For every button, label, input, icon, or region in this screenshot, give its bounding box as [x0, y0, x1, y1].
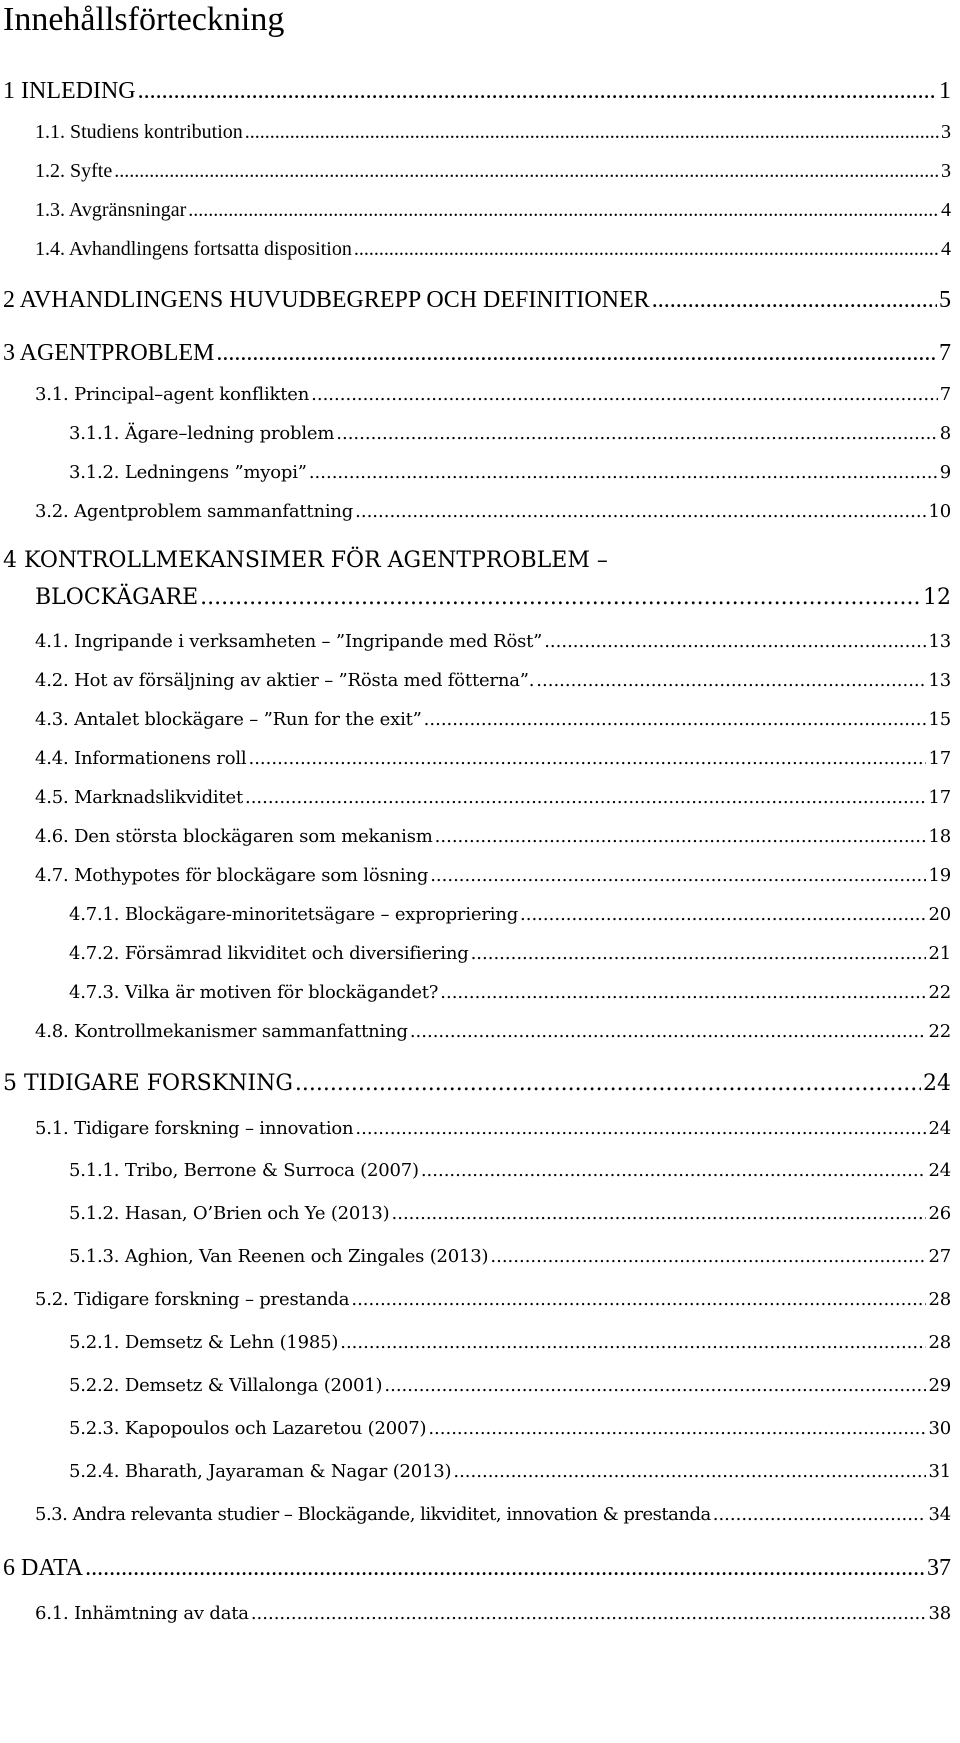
dot-leader — [435, 826, 927, 847]
toc-page-number: 22 — [928, 982, 951, 1003]
toc-page-number: 13 — [928, 631, 951, 652]
toc-entry-label: 5.2.4. Bharath, Jayaraman & Nagar (2013) — [69, 1461, 452, 1482]
toc-entry-3[interactable] — [3, 340, 951, 367]
dot-leader — [251, 1603, 927, 1624]
dot-leader — [421, 1160, 927, 1181]
toc-entry-4-heading[interactable] — [3, 548, 608, 573]
toc-entry-label: 5 TIDIGARE FORSKNING — [3, 1071, 293, 1096]
toc-entry-label: 4.7.3. Vilka är motiven för blockägandet? — [69, 982, 439, 1003]
toc-entry-label: 2 AVHANDLINGENS HUVUDBEGREPP OCH DEFINITIONER — [3, 287, 650, 313]
toc-entry-4-7[interactable] — [35, 865, 951, 886]
dot-leader — [245, 787, 927, 808]
toc-entry-5-2-4[interactable] — [69, 1461, 951, 1482]
toc-entry-label: 5.1.3. Aghion, Van Reenen och Zingales (2013) — [69, 1246, 489, 1267]
toc-entry-3-1-1[interactable] — [69, 423, 951, 444]
toc-page-number: 3 — [941, 121, 951, 143]
toc-page-number: 31 — [928, 1461, 951, 1482]
toc-page-number: 18 — [928, 826, 951, 847]
toc-entry-3-1-2[interactable] — [69, 462, 951, 483]
toc-entry-6[interactable] — [3, 1555, 951, 1582]
toc-entry-label: 4.5. Marknadslikviditet — [35, 787, 243, 808]
toc-entry-label: 4.2. Hot av försäljning av aktier – ”Rösta med fötterna”. — [35, 670, 535, 691]
toc-entry-label: 1.2. Syfte — [35, 160, 113, 182]
toc-entry-label: 4.3. Antalet blockägare – ”Run for the exit” — [35, 709, 422, 730]
toc-entry-5-1-1[interactable] — [69, 1160, 951, 1181]
toc-entry-label: 1.4. Avhandlingens fortsatta disposition — [35, 238, 352, 260]
toc-entry-4-8[interactable] — [35, 1021, 951, 1042]
dot-leader — [248, 748, 926, 769]
toc-page-number: 21 — [928, 943, 951, 964]
dot-leader — [355, 1118, 926, 1139]
dot-leader — [430, 865, 926, 886]
toc-entry-4-7-1[interactable] — [69, 904, 951, 925]
toc-entry-3-2[interactable] — [35, 501, 951, 522]
toc-entry-5-1-2[interactable] — [69, 1203, 951, 1224]
toc-page-number: 27 — [928, 1246, 951, 1267]
toc-page-number: 4 — [941, 199, 951, 221]
dot-leader — [440, 982, 926, 1003]
toc-entry-label: 3.2. Agentproblem sammanfattning — [35, 501, 354, 522]
toc-entry-4-7-2[interactable] — [69, 943, 951, 964]
toc-entry-4-4[interactable] — [35, 748, 951, 769]
dot-leader — [536, 670, 926, 691]
toc-page-number: 24 — [923, 1071, 951, 1096]
dot-leader — [340, 1332, 926, 1353]
dot-leader — [713, 1504, 927, 1525]
toc-page-number: 24 — [928, 1160, 951, 1181]
dot-leader — [520, 904, 926, 925]
toc-entry-label: 5.1. Tidigare forskning – innovation — [35, 1118, 354, 1139]
toc-page-number: 30 — [928, 1418, 951, 1439]
toc-entry-4-6[interactable] — [35, 826, 951, 847]
dot-leader — [410, 1021, 927, 1042]
dot-leader — [384, 1375, 926, 1396]
toc-page-number: 22 — [928, 1021, 951, 1042]
toc-page-number: 1 — [939, 78, 951, 104]
toc-entry-5-2-3[interactable] — [69, 1418, 951, 1439]
toc-page-number: 9 — [939, 462, 951, 483]
dot-leader — [245, 121, 939, 144]
toc-entry-label: 5.1.1. Tribo, Berrone & Surroca (2007) — [69, 1160, 419, 1181]
toc-entry-label: 4.7.1. Blockägare-minoritetsägare – expropriering — [69, 904, 519, 925]
toc-entry-label: 3 AGENTPROBLEM — [3, 340, 215, 366]
toc-entry-label: 1.1. Studiens kontribution — [35, 121, 243, 143]
toc-entry-label: 4.1. Ingripande i verksamheten – ”Ingripande med Röst” — [35, 631, 543, 652]
toc-page-number: 37 — [927, 1555, 951, 1581]
dot-leader — [200, 585, 921, 610]
toc-page-number: 7 — [939, 384, 951, 405]
toc-entry-label: 4.6. Den största blockägaren som mekanism — [35, 826, 433, 847]
toc-entry-label: 5.3. Andra relevanta studier – Blockägande, likviditet, innovation & prestanda — [35, 1504, 711, 1525]
toc-page-number: 13 — [928, 670, 951, 691]
dot-leader — [85, 1555, 925, 1582]
toc-entry-label: 4.8. Kontrollmekanismer sammanfattning — [35, 1021, 408, 1042]
toc-entry-label: 6 DATA — [3, 1555, 84, 1581]
toc-entry-1[interactable] — [3, 78, 951, 105]
dot-leader — [490, 1246, 926, 1267]
toc-page-number: 3 — [941, 160, 951, 182]
toc-page-number: 24 — [928, 1118, 951, 1139]
toc-page-number: 29 — [928, 1375, 951, 1396]
toc-entry-label: 5.2. Tidigare forskning – prestanda — [35, 1289, 350, 1310]
toc-entry-label: 1 INLEDING — [3, 78, 136, 104]
toc-entry-2[interactable] — [3, 287, 951, 314]
toc-entry-1-3[interactable] — [35, 199, 951, 222]
toc-entry-label: 5.2.2. Demsetz & Villalonga (2001) — [69, 1375, 383, 1396]
dot-leader — [216, 340, 937, 367]
toc-page-number: 4 — [941, 238, 951, 260]
toc-entry-1-2[interactable] — [35, 160, 951, 183]
dot-leader — [471, 943, 927, 964]
dot-leader — [428, 1418, 926, 1439]
toc-page-number: 28 — [928, 1332, 951, 1353]
toc-entry-5-1-3[interactable] — [69, 1246, 951, 1267]
toc-entry-label: 3.1. Principal–agent konflikten — [35, 384, 310, 405]
toc-entry-5-1[interactable] — [35, 1118, 951, 1139]
dot-leader — [336, 423, 937, 444]
dot-leader — [544, 631, 926, 652]
toc-entry-label: 4.4. Informationens roll — [35, 748, 247, 769]
toc-entry-3-1[interactable] — [35, 384, 951, 405]
dot-leader — [311, 384, 938, 405]
toc-page-number: 7 — [939, 340, 951, 366]
toc-entry-label: 5.2.3. Kapopoulos och Lazaretou (2007) — [69, 1418, 427, 1439]
toc-entry-4[interactable] — [35, 585, 951, 610]
toc-entry-label: BLOCKÄGARE — [35, 585, 199, 610]
toc-page-number: 15 — [928, 709, 951, 730]
toc-entry-6-1[interactable] — [35, 1603, 951, 1624]
dot-leader — [355, 501, 926, 522]
dot-leader — [138, 78, 937, 105]
toc-page-number: 10 — [928, 501, 951, 522]
toc-entry-label: 1.3. Avgränsningar — [35, 199, 187, 221]
toc-entry-label: 4.7.2. Försämrad likviditet och diversifiering — [69, 943, 469, 964]
dot-leader — [652, 287, 937, 314]
dot-leader — [424, 709, 927, 730]
toc-entry-label: 4 KONTROLLMEKANSIMER FÖR AGENTPROBLEM – — [3, 548, 608, 573]
toc-entry-4-3[interactable] — [35, 709, 951, 730]
toc-entry-4-7-3[interactable] — [69, 982, 951, 1003]
dot-leader — [392, 1203, 927, 1224]
toc-entry-1-1[interactable] — [35, 121, 951, 144]
toc-entry-5[interactable] — [3, 1071, 951, 1096]
dot-leader — [354, 238, 939, 261]
page-title: Innehållsförteckning — [3, 1, 285, 38]
dot-leader — [453, 1461, 926, 1482]
dot-leader — [188, 199, 939, 222]
toc-page-number: 38 — [928, 1603, 951, 1624]
toc-entry-4-5[interactable] — [35, 787, 951, 808]
dot-leader — [295, 1071, 921, 1096]
toc-entry-4-1[interactable] — [35, 631, 951, 652]
toc-page-number: 17 — [928, 748, 951, 769]
toc-entry-5-3[interactable] — [35, 1504, 951, 1525]
toc-page-number: 34 — [928, 1504, 951, 1525]
toc-entry-label: 5.1.2. Hasan, O’Brien och Ye (2013) — [69, 1203, 390, 1224]
toc-page-number: 12 — [923, 585, 951, 610]
toc-entry-label: 4.7. Mothypotes för blockägare som lösning — [35, 865, 429, 886]
toc-page-number: 19 — [928, 865, 951, 886]
toc-entry-label: 6.1. Inhämtning av data — [35, 1603, 249, 1624]
toc-page-number: 20 — [928, 904, 951, 925]
toc-entry-1-4[interactable] — [35, 238, 951, 261]
toc-entry-4-2[interactable] — [35, 670, 951, 691]
toc-page-number: 8 — [939, 423, 951, 444]
toc-entry-5-2-2[interactable] — [69, 1375, 951, 1396]
toc-page-number: 28 — [928, 1289, 951, 1310]
toc-page-number: 17 — [928, 787, 951, 808]
toc-entry-label: 3.1.1. Ägare–ledning problem — [69, 423, 335, 444]
toc-entry-5-2-1[interactable] — [69, 1332, 951, 1353]
toc-entry-5-2[interactable] — [35, 1289, 951, 1310]
dot-leader — [114, 160, 939, 183]
dot-leader — [309, 462, 938, 483]
toc-page-number: 26 — [928, 1203, 951, 1224]
dot-leader — [351, 1289, 926, 1310]
toc-entry-label: 5.2.1. Demsetz & Lehn (1985) — [69, 1332, 339, 1353]
toc-entry-label: 3.1.2. Ledningens ”myopi” — [69, 462, 307, 483]
toc-page-number: 5 — [939, 287, 951, 313]
